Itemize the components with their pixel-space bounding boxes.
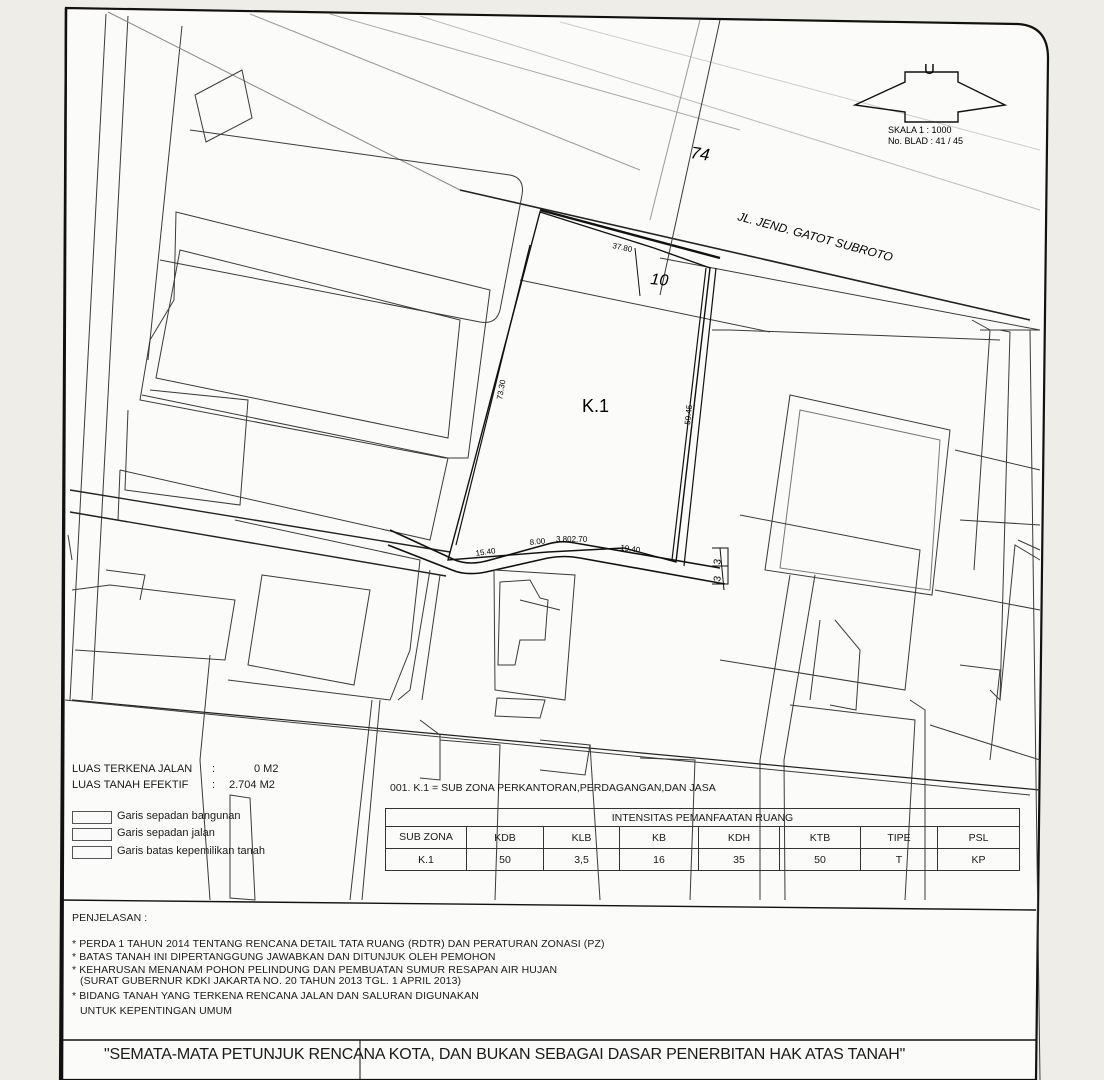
note-item: * BIDANG TANAH YANG TERKENA RENCANA JALAN DAN SALURAN DIGUNAKAN	[72, 990, 479, 1002]
table-header: KDB	[467, 827, 544, 849]
block-number: 74	[689, 143, 711, 165]
road-area-value: 0 M2	[254, 763, 279, 775]
effective-area-colon: :	[212, 779, 216, 791]
sheet-frame	[60, 8, 1048, 1080]
dim-right: 59.45	[683, 404, 695, 426]
table-header: TIPE	[861, 827, 938, 849]
road-area-colon: :	[212, 763, 216, 775]
table-header: PSL	[938, 827, 1020, 849]
intensity-table	[385, 808, 1020, 871]
note-item: * KEHARUSAN MENANAM POHON PELINDUNG DAN PEMBUATAN SUMUR RESAPAN AIR HUJAN	[72, 964, 558, 976]
table-cell: 50	[780, 849, 861, 871]
table-cell: 16	[620, 849, 699, 871]
row-width-label: 10	[649, 271, 670, 290]
table-cell: K.1	[386, 849, 467, 871]
dim-bottom-a: 15.40	[475, 546, 497, 558]
notes-heading: PENJELASAN :	[72, 912, 148, 924]
table-cell: 3,5	[544, 849, 620, 871]
note-item: (SURAT GUBERNUR KDKI JAKARTA NO. 20 TAHUN 2013 TGL. 1 APRIL 2013)	[80, 975, 462, 987]
area-summary	[72, 763, 372, 795]
street-label: JL. JEND. GATOT SUBROTO	[736, 209, 895, 265]
table-cell: 35	[699, 849, 780, 871]
zone-note: 001. K.1 = SUB ZONA PERKANTORAN,PERDAGANGAN,DAN JASA	[390, 782, 716, 794]
dim-bottom-b: 8.00	[529, 536, 546, 547]
legend-swatch	[72, 846, 112, 859]
table-cell: T	[861, 849, 938, 871]
sheet-number: No. BLAD : 41 / 45	[888, 136, 964, 146]
table-header: KTB	[780, 827, 861, 849]
table-header: KDH	[699, 827, 780, 849]
effective-area-label: LUAS TANAH EFEKTIF	[72, 779, 189, 791]
legend-swatch	[72, 811, 112, 824]
note-item: UNTUK KEPENTINGAN UMUM	[80, 1005, 233, 1017]
table-header: KB	[620, 827, 699, 849]
legend-swatch	[72, 828, 112, 841]
dim-bottom-c: 3.802.70	[556, 535, 588, 544]
parcel-label: K.1	[582, 396, 610, 416]
dim-setback-2: 3	[712, 575, 724, 583]
dim-bottom-d: 19.40	[619, 543, 641, 555]
dim-top: 37.80	[611, 241, 634, 255]
dim-setback-1: 3	[712, 558, 724, 566]
effective-area-value: 2.704 M2	[229, 779, 275, 791]
table-header: KLB	[544, 827, 620, 849]
table-cell: 50	[467, 849, 544, 871]
disclaimer: "SEMATA-MATA PETUNJUK RENCANA KOTA, DAN BUKAN SEBAGAI DASAR PENERBITAN HAK ATAS TANAH"	[104, 1046, 906, 1063]
note-item: * BATAS TANAH INI DIPERTANGGUNG JAWABKAN DAN DITUNJUK OLEH PEMOHON	[72, 951, 496, 963]
scale-label: SKALA 1 : 1000	[888, 125, 952, 135]
intensity-table-title: INTENSITAS PEMANFAATAN RUANG	[386, 809, 1020, 827]
table-cell: KP	[938, 849, 1020, 871]
note-item: * PERDA 1 TAHUN 2014 TENTANG RENCANA DETAIL TATA RUANG (RDTR) DAN PERATURAN ZONASI (PZ)	[72, 938, 605, 950]
north-label: U	[924, 61, 935, 78]
road-area-label: LUAS TERKENA JALAN	[72, 763, 193, 775]
table-header: SUB ZONA	[386, 827, 467, 849]
dim-left: 73.30	[495, 379, 508, 401]
